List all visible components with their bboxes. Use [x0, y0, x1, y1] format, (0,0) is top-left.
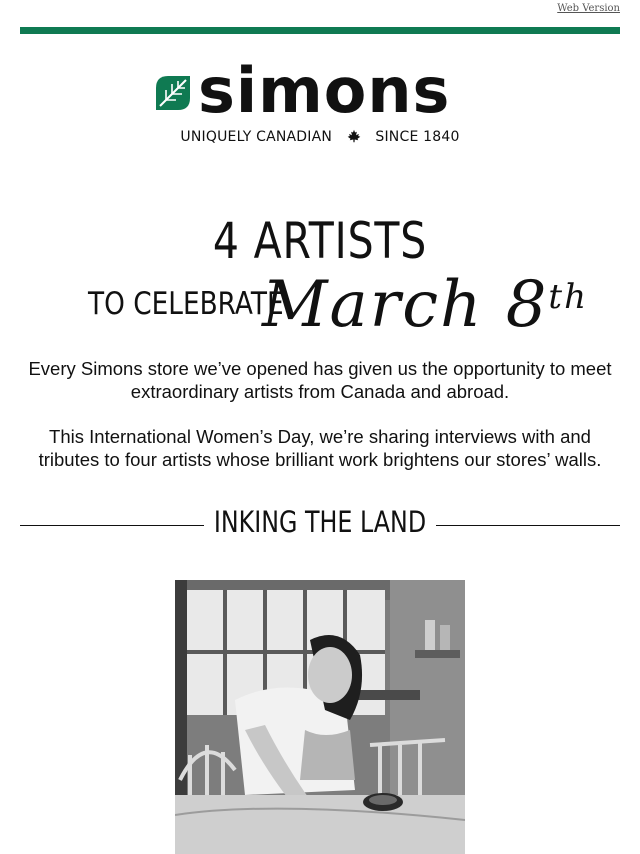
top-accent-bar [20, 27, 620, 34]
hero-date: March 8 [262, 268, 549, 342]
web-version-link[interactable]: Web Version [557, 3, 620, 14]
brand-wordmark: simons [198, 54, 451, 127]
tagline-left: UNIQUELY CANADIAN [180, 129, 333, 145]
hero-date-script [262, 268, 588, 342]
tagline [0, 129, 640, 145]
hero-headline: 4 ARTISTS [212, 212, 428, 270]
artist-photo-illustration [175, 580, 465, 854]
intro-paragraph-1: Every Simons store we’ve opened has given us the opportunity to meet extraordinary artists from Canada and abroad. [28, 358, 612, 402]
intro-paragraph-2: This International Women’s Day, we’re sharing interviews with and tributes to four artists whose brilliant work brightens our stores’ walls. [38, 426, 602, 470]
artist-photo[interactable] [175, 580, 465, 854]
section-rule-right [436, 525, 620, 526]
tagline-right: SINCE 1840 [375, 129, 460, 145]
leaf-logo-icon [152, 72, 192, 112]
hero-celebrate-prefix: TO CELEBRATE [88, 286, 284, 322]
hero-date-suffix: th [548, 277, 588, 317]
brand-logo[interactable] [150, 54, 490, 127]
maple-leaf-icon [347, 129, 361, 143]
section-title: INKING THE LAND [213, 505, 427, 539]
